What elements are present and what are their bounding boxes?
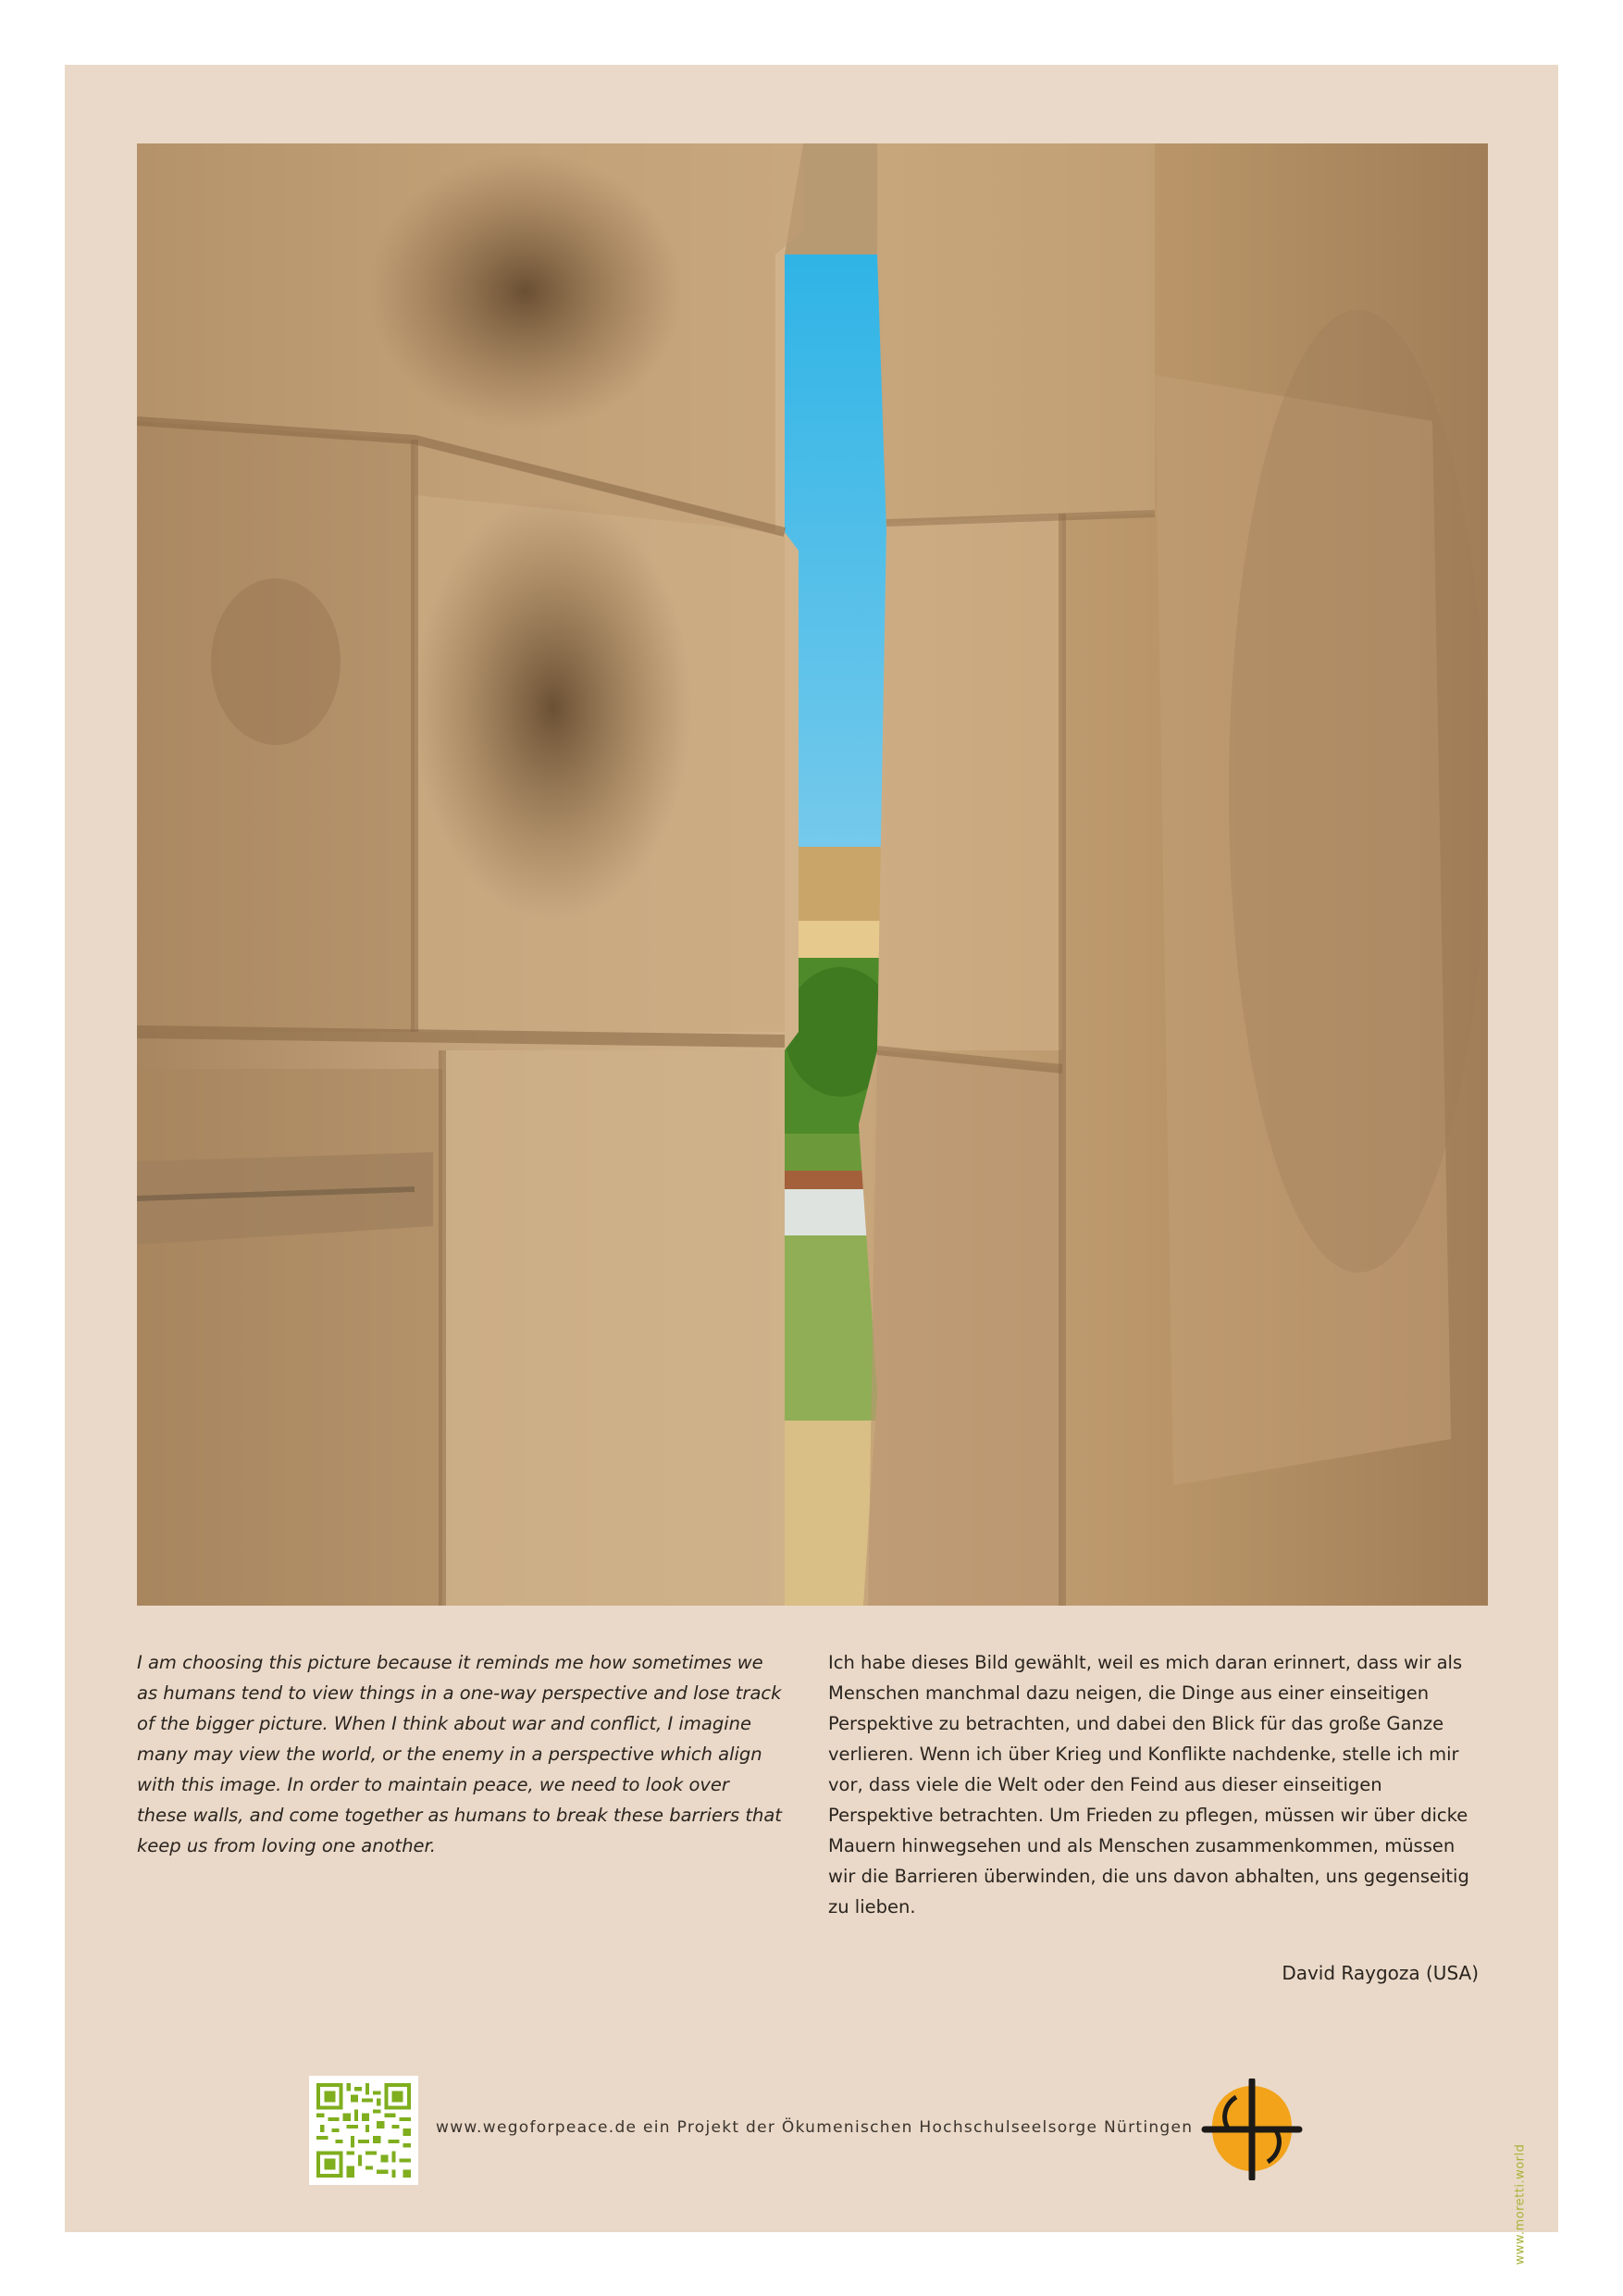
ecumenical-cross-logo-icon xyxy=(1201,2079,1303,2180)
side-url[interactable]: www.moretti.world xyxy=(1513,2143,1528,2265)
qr-code-icon[interactable] xyxy=(309,2076,418,2185)
stone-wall-window-photo xyxy=(137,143,1488,1606)
english-statement: I am choosing this picture because it reminds me how sometimes we as humans tend to view things in a one-way perspective and lose track of the bigger picture. When I think about war and conflict, I imagine many may view the world, or the enemy in a perspective which align with this image. In order to maintain peace, we need to look over these walls, and come together as humans to break these barriers that keep us from loving one another. xyxy=(137,1652,782,1856)
author-credit: David Raygoza (USA) xyxy=(1282,1962,1479,1984)
project-line: www.wegoforpeace.de ein Projekt der Ökumenischen Hochschulseelsorge Nürtingen xyxy=(436,2118,1194,2137)
poster xyxy=(65,65,1558,2265)
german-statement: Ich habe dieses Bild gewählt, weil es mich daran erinnert, dass wir als Menschen manchmal dazu neigen, die Dinge aus einer einseitigen Perspektive zu betrachten, und dabei den Blick für das große Ganze verlieren. Wenn ich über Krieg und Konflikte nachdenke, stelle ich mir vor, dass viele die Welt oder den Feind aus dieser einseitigen Perspektive betrachten. Um Frieden zu pflegen, müssen wir über dicke Mauern hinwegsehen und als Menschen zusammenkommen, müssen wir die Barrieren überwinden, die uns davon abhalten, uns gegenseitig zu lieben. xyxy=(828,1652,1469,1917)
